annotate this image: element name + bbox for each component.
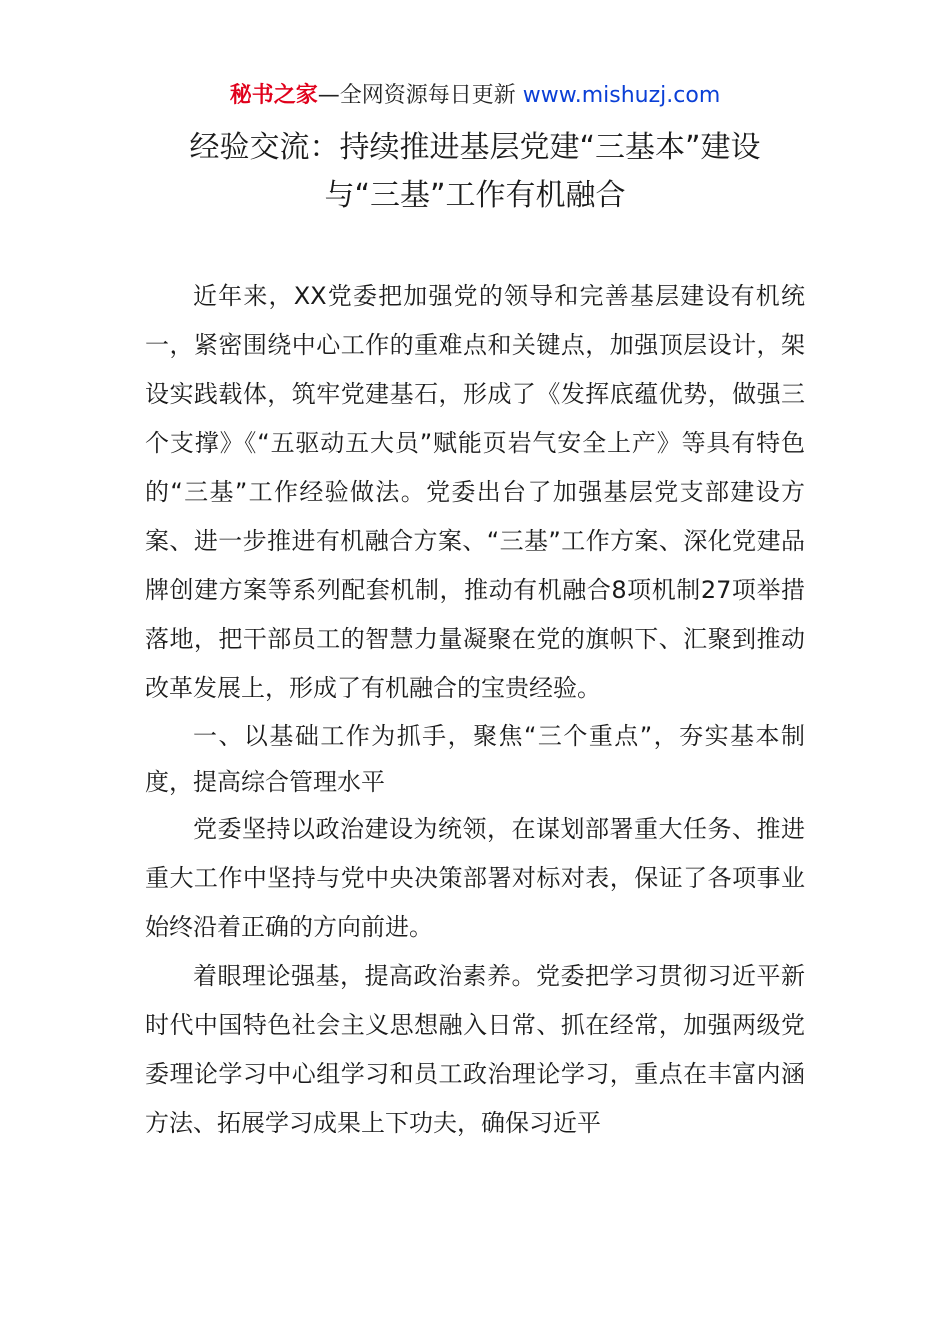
paragraph-intro: 近年来，XX党委把加强党的领导和完善基层建设有机统一，紧密围绕中心工作的重难点和关键点，加强顶层设计，架设实践载体，筑牢党建基石，形成了《发挥底蕴优势，做强三个支撑》《“五驱动五大员”赋能页岩气安全上产》等具有特色的“三基”工作经验做法。党委出台了加强基层党支部建设方案、进一步推进有机融合方案、“三基”工作方案、深化党建品牌创建方案等系列配套机制，推动有机融合8项机制27项举措落地，把干部员工的智慧力量凝聚在党的旗帜下、汇聚到推动改革发展上，形成了有机融合的宝贵经验。 [145,282,805,702]
document-title-line1: 经验交流：持续推进基层党建“三基本”建设 [189,130,761,165]
site-url[interactable]: www.mishuzj.com [522,83,721,108]
paragraph-theory: 着眼理论强基，提高政治素养。党委把学习贯彻习近平新时代中国特色社会主义思想融入日常、抓在经常，加强两级党委理论学习中心组学习和员工政治理论学习，重点在丰富内涵方法、拓展学习成果上下功夫，确保习近平 [145,962,805,1137]
section-heading-1: 一、以基础工作为抓手，聚焦“三个重点”，夯实基本制度，提高综合管理水平 [145,722,805,796]
site-header [0,80,950,112]
paragraph-politics: 党委坚持以政治建设为统领，在谋划部署重大任务、推进重大工作中坚持与党中央决策部署对标对表，保证了各项事业始终沿着正确的方向前进。 [145,815,805,941]
site-brand: 秘书之家 [229,83,318,108]
document-body [145,272,805,1148]
site-tagline: —全网资源每日更新 [317,83,523,108]
document-title-line2: 与“三基”工作有机融合 [324,178,626,213]
